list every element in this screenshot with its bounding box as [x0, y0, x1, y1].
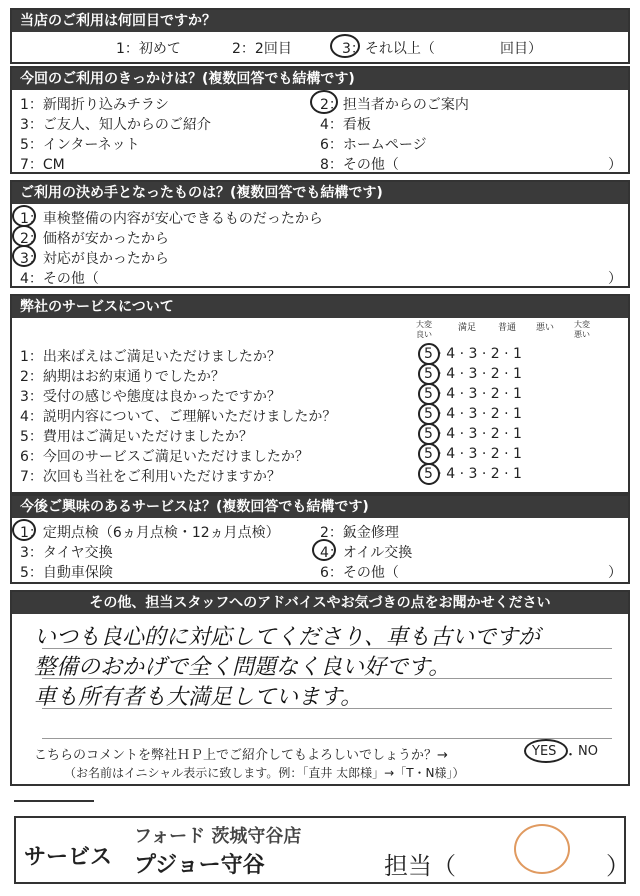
section-title: その他、担当スタッフへのアドバイスやお気づきの点をお聞かせください [12, 592, 628, 614]
section-future-interest [10, 494, 630, 584]
rating-scale[interactable]: 5 · 4 · 3 · 2 · 1 [424, 446, 522, 462]
option-other[interactable]: 8：その他（ [320, 157, 399, 173]
option-oil-change[interactable]: 4：オイル交換 [320, 545, 413, 561]
scale-bad: 悪い [536, 323, 555, 333]
section-service-rating [10, 294, 630, 494]
selection-circle [330, 34, 360, 58]
selection-circle [12, 205, 36, 227]
option-tire-change[interactable]: 3：タイヤ交換 [20, 545, 113, 561]
selection-circle [524, 739, 568, 763]
option-first[interactable]: 1：初めて [116, 41, 181, 57]
footer-service-label: サービス [24, 845, 113, 870]
rating-question: 2：納期はお約束通りでしたか？ [20, 369, 225, 385]
option-other-close: ） [608, 157, 622, 173]
option-internet[interactable]: 5：インターネット [20, 137, 140, 153]
rating-circle [418, 363, 440, 385]
option-other[interactable]: 4：その他（ [20, 271, 99, 287]
rating-scale[interactable]: 5 · 4 · 3 · 2 · 1 [424, 466, 522, 482]
section-title: 弊社のサービスについて [12, 296, 628, 318]
rating-circle [418, 443, 440, 465]
scale-very-bad: 大変悪い [574, 320, 590, 339]
rating-scale[interactable]: 5 · 4 · 3 · 2 · 1 [424, 426, 522, 442]
option-friend[interactable]: 3：ご友人、知人からのご紹介 [20, 117, 211, 133]
handwritten-comment-line-3: 車も所有者も大満足しています。 [34, 685, 363, 710]
rating-circle [418, 383, 440, 405]
footer-staff-close: ） [606, 852, 630, 880]
rating-question: 5：費用はご満足いただけましたか？ [20, 429, 253, 445]
rating-scale[interactable]: 5 · 4 · 3 · 2 · 1 [424, 386, 522, 402]
handwritten-comment-line-1: いつも良心的に対応してくださり、車も古いですが [34, 625, 541, 650]
selection-circle [310, 90, 338, 114]
rating-question: 7：次回も当社をご利用いただけますか？ [20, 469, 281, 485]
rating-scale[interactable]: 5 · 4 · 3 · 2 · 1 [424, 406, 522, 422]
rating-scale[interactable]: 5 · 4 · 3 · 2 · 1 [424, 346, 522, 362]
option-inspection[interactable]: 1：車検整備の内容が安心できるものだったから [20, 211, 323, 227]
option-flyer[interactable]: 1：新聞折り込みチラシ [20, 97, 169, 113]
footer [14, 800, 630, 886]
selection-circle [12, 245, 36, 267]
comment-rule [42, 648, 612, 649]
option-other-close: ） [608, 271, 622, 287]
rating-question: 1：出来ばえはご満足いただけましたか？ [20, 349, 281, 365]
footer-staff-label: 担当（ [384, 852, 456, 880]
comment-rule [42, 738, 612, 739]
option-sign[interactable]: 4：看板 [320, 117, 371, 133]
handwritten-comment-line-2: 整備のおかげで全く問題なく良い好です。 [34, 655, 451, 680]
rating-question: 6：今回のサービスご満足いただけましたか？ [20, 449, 309, 465]
footer-shop-top: フォード 茨城守谷店 [134, 826, 302, 847]
consent-no[interactable]: NO [578, 744, 598, 759]
option-body-repair[interactable]: 2：鈑金修理 [320, 525, 399, 541]
rating-circle [418, 463, 440, 485]
rating-circle [418, 403, 440, 425]
option-periodic-inspection[interactable]: 1：定期点検（6ヵ月点検・12ヵ月点検） [20, 525, 280, 541]
option-staff[interactable]: 2：担当者からのご案内 [320, 97, 469, 113]
section-title: 今回のご利用のきっかけは？(複数回答でも結構です) [12, 68, 628, 90]
option-homepage[interactable]: 6：ホームページ [320, 137, 427, 153]
option-cm[interactable]: 7：CM [20, 157, 65, 173]
section-comments [10, 590, 630, 786]
footer-divider [14, 800, 94, 802]
rating-question: 4：説明内容について、ご理解いただけましたか？ [20, 409, 337, 425]
scale-very-good: 大変良い [416, 320, 432, 339]
consent-question: こちらのコメントを弊社ＨＰ上でご紹介してもよろしいでしょうか？→ [34, 748, 448, 763]
rating-circle [418, 423, 440, 445]
comment-rule [42, 708, 612, 709]
selection-circle [12, 519, 36, 541]
consent-separator: ・ [564, 748, 578, 763]
scale-normal: 普通 [498, 323, 517, 333]
comment-rule [42, 678, 612, 679]
section-visit-count [10, 8, 630, 64]
option-insurance[interactable]: 5：自動車保険 [20, 565, 113, 581]
selection-circle [312, 539, 336, 561]
rating-question: 3：受付の感じや態度は良かったですか？ [20, 389, 281, 405]
section-title: 当店のご利用は何回目ですか？ [12, 10, 628, 32]
section-trigger [10, 66, 630, 174]
option-more[interactable]: 3：それ以上（ [342, 41, 435, 57]
footer-shop-name: プジョー守谷 [134, 853, 265, 878]
consent-yes[interactable]: YES [532, 744, 557, 759]
rating-circle [418, 343, 440, 365]
consent-note: （お名前はイニシャル表示に致します。例：「直井 太郎様」→「T・N様」） [64, 766, 465, 780]
staff-stamp [514, 824, 570, 874]
option-price[interactable]: 2：価格が安かったから [20, 231, 169, 247]
option-second[interactable]: 2：2回目 [232, 41, 292, 57]
option-other-close: ） [608, 565, 622, 581]
option-service[interactable]: 3：対応が良かったから [20, 251, 169, 267]
rating-scale[interactable]: 5 · 4 · 3 · 2 · 1 [424, 366, 522, 382]
section-title: ご利用の決め手となったものは？(複数回答でも結構です) [12, 182, 628, 204]
section-title: 今後ご興味のあるサービスは？(複数回答でも結構です) [12, 496, 628, 518]
scale-satisfied: 満足 [458, 323, 477, 333]
selection-circle [12, 225, 36, 247]
option-other[interactable]: 6：その他（ [320, 565, 399, 581]
section-deciding-factor [10, 180, 630, 288]
option-more-times: 回目） [500, 41, 542, 57]
